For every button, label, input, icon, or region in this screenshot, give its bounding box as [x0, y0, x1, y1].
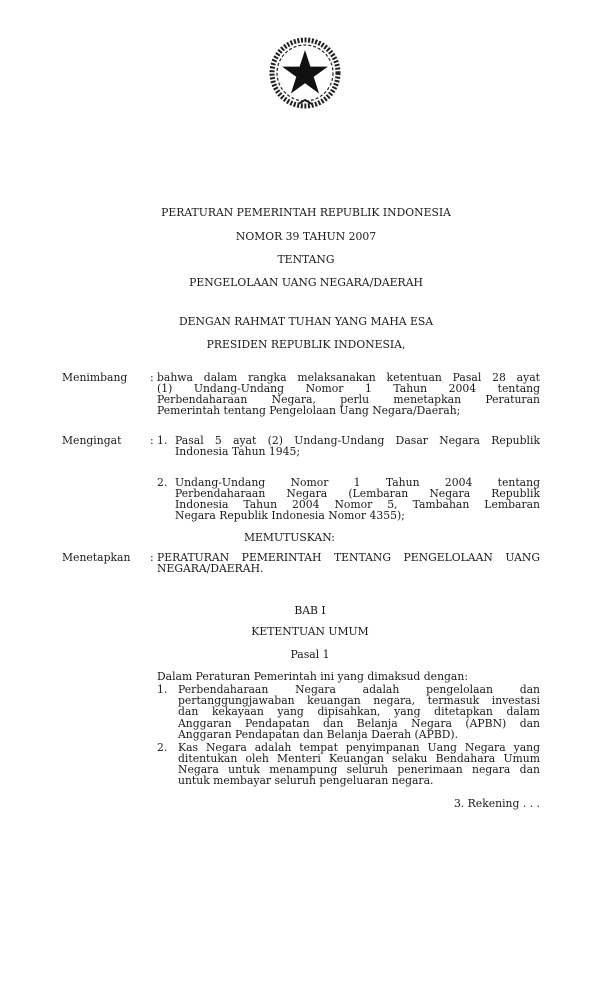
menetapkan-line: NEGARA/DAERAH. [157, 562, 264, 575]
definition-line: Anggaran Pendapatan dan Belanja Negara (APBN) dan [178, 717, 540, 730]
menimbang-line: (1) Undang-Undang Nomor 1 Tahun 2004 tentang [157, 382, 540, 395]
regulation-about: TENTANG [277, 253, 335, 266]
definition-line: untuk membayar seluruh pengeluaran negara. [178, 774, 434, 787]
article-title: Pasal 1 [290, 648, 330, 661]
menimbang-label: Menimbang [62, 371, 128, 384]
menimbang-line: Perbendaharaan Negara, perlu menetapkan Peraturan [157, 393, 540, 406]
page-continuation: 3. Rekening . . . [453, 797, 540, 810]
definition-number: 2. [157, 741, 168, 754]
mengingat-item-line: Indonesia Tahun 1945; [175, 445, 301, 458]
regulation-number: NOMOR 39 TAHUN 2007 [235, 230, 377, 243]
mengingat-item-line: Indonesia Tahun 2004 Nomor 5, Tambahan Lembaran [175, 498, 540, 511]
president-heading: PRESIDEN REPUBLIK INDONESIA, [206, 338, 406, 351]
definition-line: pertanggungjawaban keuangan negara, termasuk investasi [178, 694, 540, 707]
mengingat-item-line: Undang-Undang Nomor 1 Tahun 2004 tentang [175, 476, 540, 489]
mengingat-label: Mengingat [62, 434, 122, 447]
definition-line: Perbendaharaan Negara adalah pengelolaan dan [178, 683, 540, 696]
definition-line: Negara untuk menampung seluruh penerimaan negara dan [178, 763, 540, 776]
mengingat-item-line: Negara Republik Indonesia Nomor 4355); [175, 509, 405, 522]
chapter-title: BAB I [294, 604, 326, 617]
definition-line: ditentukan oleh Menteri Keuangan selaku Bendahara Umum [178, 752, 540, 765]
memutuskan-heading: MEMUTUSKAN: [244, 531, 335, 544]
mengingat-item-line: Pasal 5 ayat (2) Undang-Undang Dasar Negara Republik [175, 434, 540, 447]
mengingat-colon: : [150, 434, 154, 447]
mengingat-item-line: Perbendaharaan Negara (Lembaran Negara Republik [175, 487, 540, 500]
mengingat-item-number: 2. [157, 476, 168, 489]
definition-line: Kas Negara adalah tempat penyimpanan Uang Negara yang [178, 741, 540, 754]
menimbang-line: Pemerintah tentang Pengelolaan Uang Negara/Daerah; [157, 404, 461, 417]
article-intro: Dalam Peraturan Pemerintah ini yang dimaksud dengan: [157, 670, 468, 683]
regulation-subject: PENGELOLAAN UANG NEGARA/DAERAH [189, 276, 423, 289]
regulation-title: PERATURAN PEMERINTAH REPUBLIK INDONESIA [161, 206, 451, 219]
definition-line: dan kekayaan yang dipisahkan, yang ditetapkan dalam [178, 705, 540, 718]
menetapkan-label: Menetapkan [62, 551, 131, 564]
chapter-name: KETENTUAN UMUM [251, 625, 369, 638]
menetapkan-line: PERATURAN PEMERINTAH TENTANG PENGELOLAAN UANG [157, 551, 540, 564]
menimbang-line: bahwa dalam rangka melaksanakan ketentuan Pasal 28 ayat [157, 371, 540, 384]
mengingat-item-number: 1. [157, 434, 168, 447]
garuda-emblem-star-icon [268, 36, 342, 110]
invocation: DENGAN RAHMAT TUHAN YANG MAHA ESA [178, 315, 434, 328]
definition-number: 1. [157, 683, 168, 696]
menetapkan-colon: : [150, 551, 154, 564]
definition-line: Anggaran Pendapatan dan Belanja Daerah (APBD). [178, 728, 459, 741]
menimbang-colon: : [150, 371, 154, 384]
